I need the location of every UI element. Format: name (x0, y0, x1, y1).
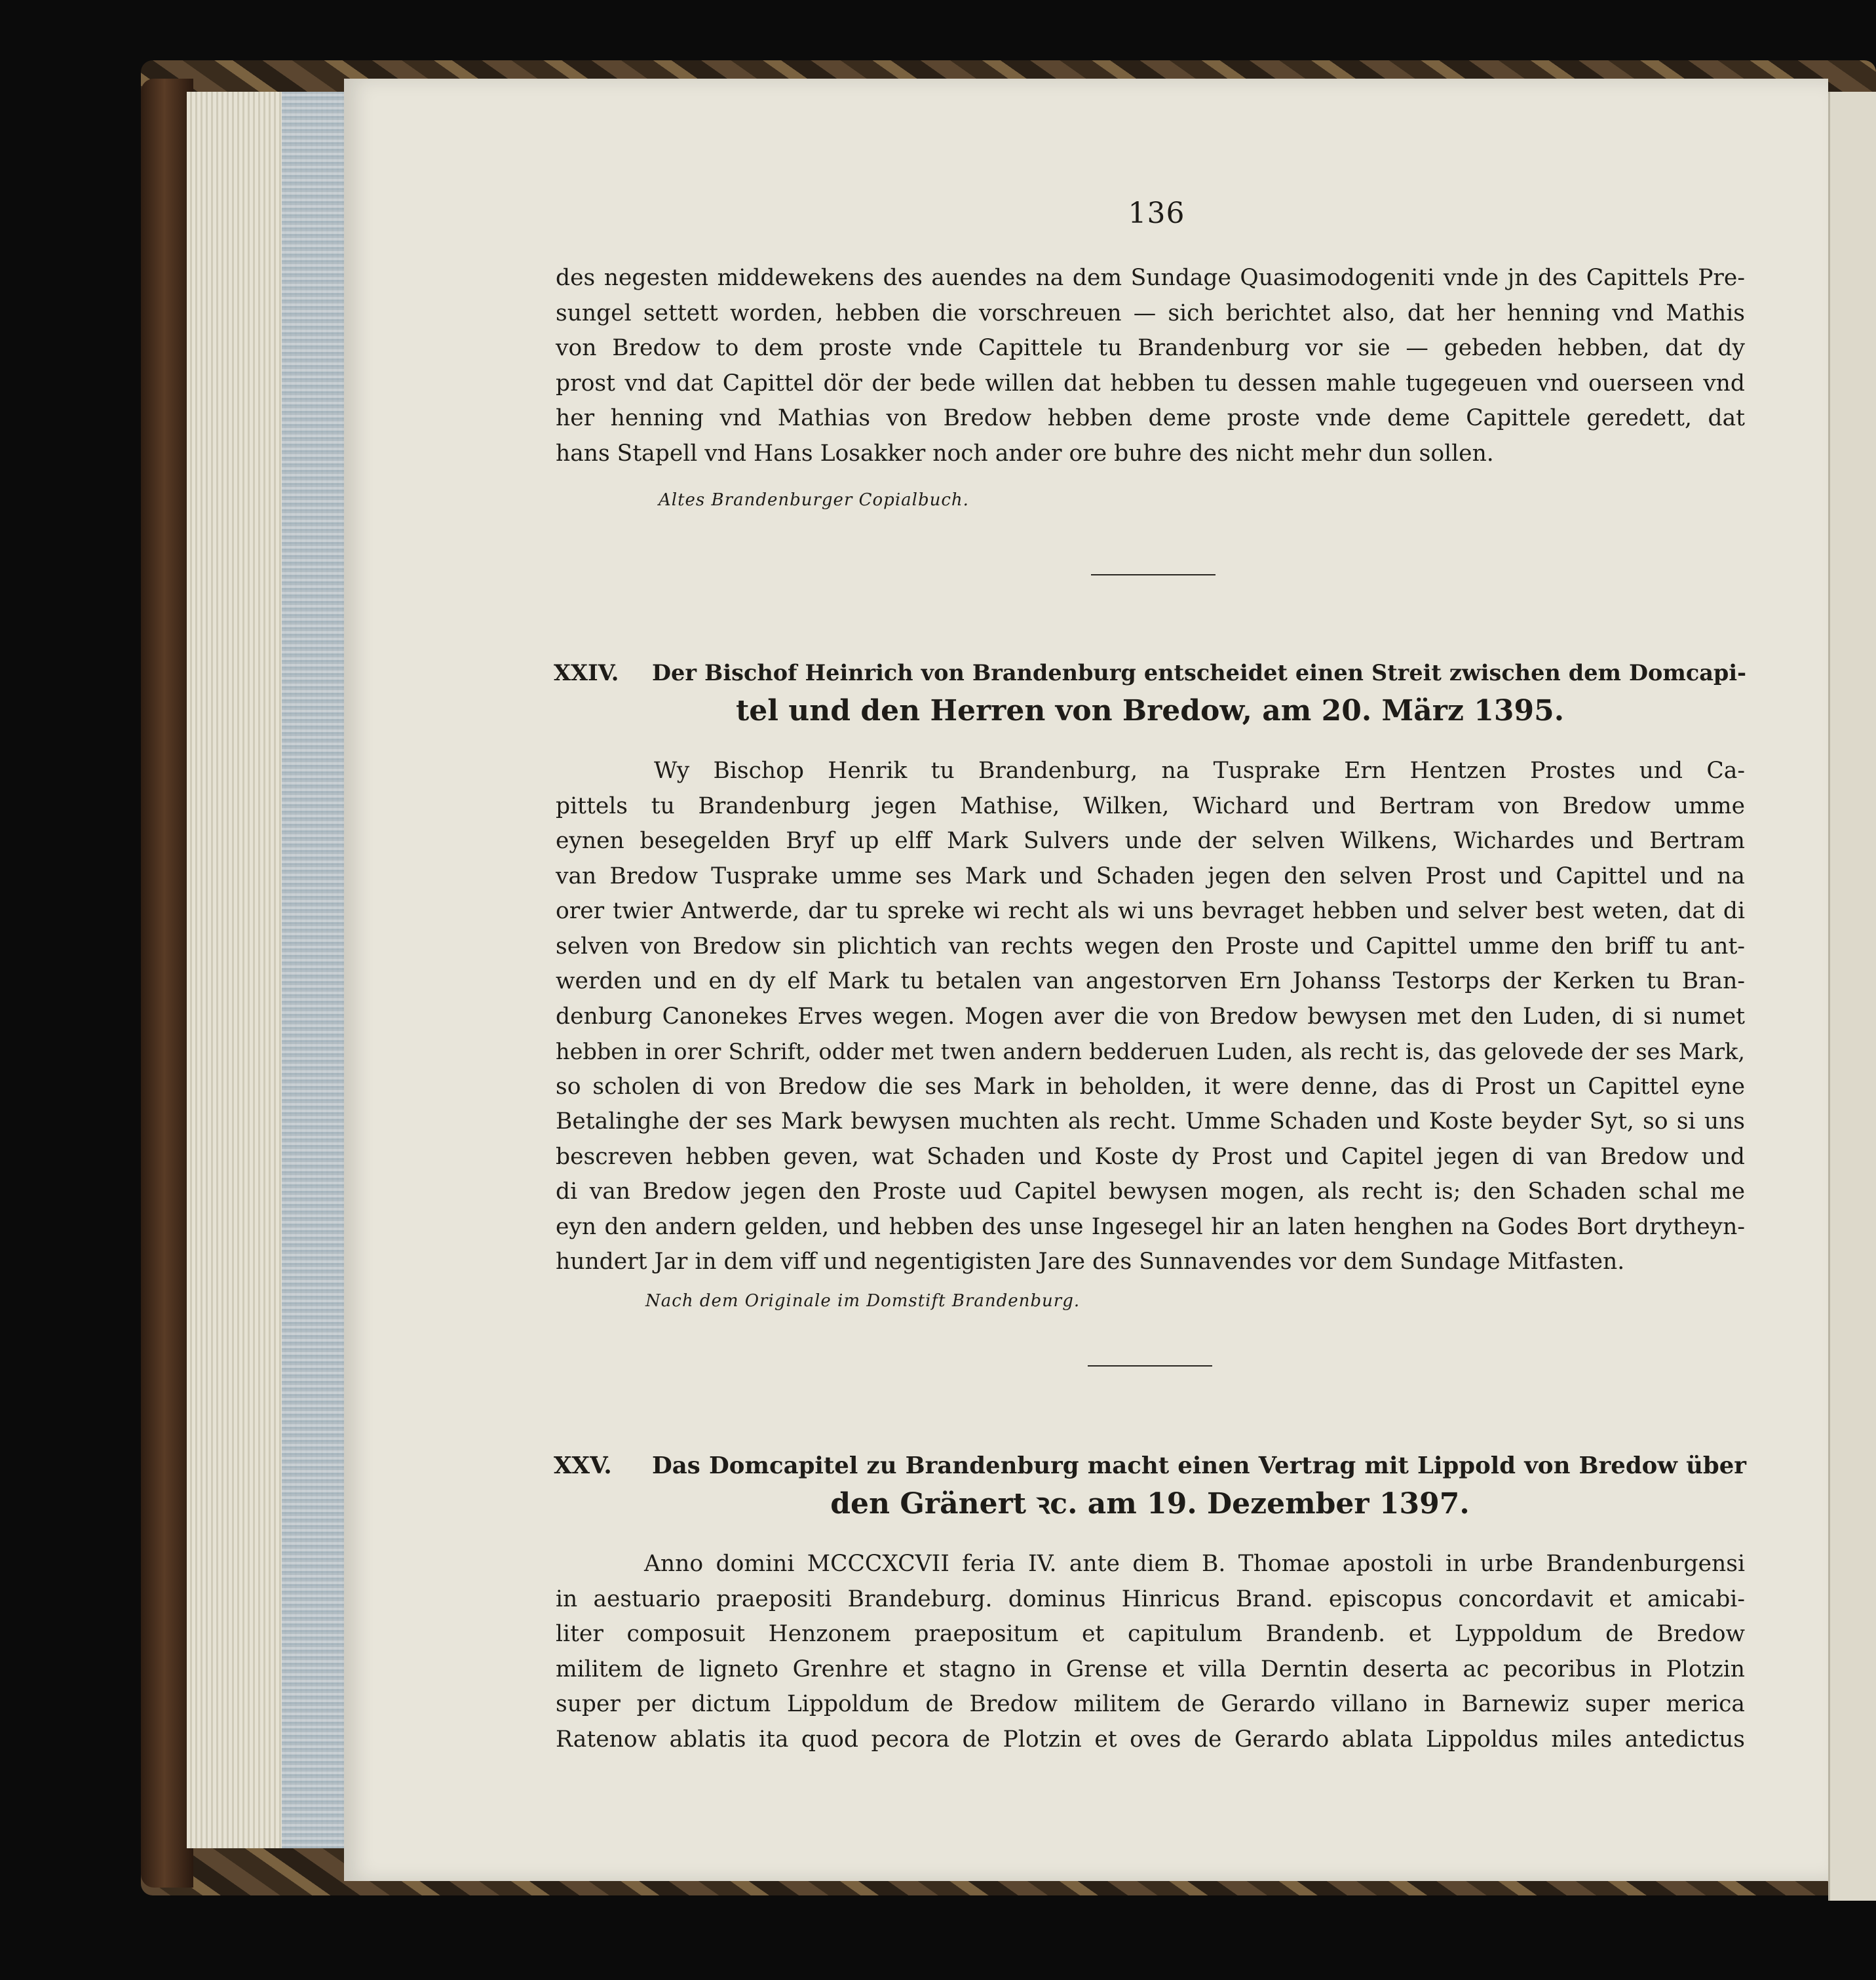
text-line: her henning vnd Mathias von Bredow hebben deme proste vnde deme Capittele geredett, dat (556, 405, 1745, 431)
text-line: pittels tu Brandenburg jegen Mathise, Wilken, Wichard und Bertram von Bredow umme (556, 792, 1745, 819)
text-line: eynen besegelden Bryf up elff Mark Sulvers unde der selven Wilkens, Wichardes und Bertram (556, 828, 1745, 854)
section-xxv-text (556, 1547, 1745, 1757)
text-line: Ratenow ablatis ita quod pecora de Plotzin et oves de Gerardo ablata Lippoldus miles antedictus (556, 1726, 1745, 1753)
text-line: super per dictum Lippoldum de Bredow militem de Gerardo villano in Barnewiz super merica (556, 1691, 1745, 1717)
text-line: eyn den andern gelden, und hebben des unse Ingesegel hir an laten henghen na Godes Bort drytheyn- (556, 1213, 1745, 1240)
text-line: prost vnd dat Capittel dör der bede willen dat hebben tu dessen mahle tugegeuen vnd ouerseen vnd (556, 370, 1745, 397)
section-divider (1091, 574, 1216, 575)
section-number: XXIV. (554, 660, 619, 686)
text-line: sungel settett worden, hebben die vorschreuen — sich berichtet also, dat her henning vnd Mathis (556, 300, 1745, 326)
section-heading-xxiv (554, 654, 1746, 730)
text-line: des negesten middewekens des auendes na dem Sundage Quasimodogeniti vnde jn des Capittels Pre- (556, 265, 1745, 291)
heading-title-cont: den Gränert ꝛc. am 19. Dezember 1397. (830, 1487, 1470, 1521)
heading-title-cont: tel und den Herren von Bredow, am 20. März 1395. (735, 694, 1565, 728)
book-spine (141, 79, 193, 1888)
text-line: hans Stapell vnd Hans Losakker noch ander ore buhre des nicht mehr dun sollen. (556, 440, 1494, 467)
text-line: liter composuit Henzonem praepositum et capitulum Brandenb. et Lyppoldum de Bredow (556, 1621, 1745, 1647)
text-line: Anno domini MCCCXCVII feria IV. ante diem B. Thomae apostoli in urbe Brandenburgensi (644, 1551, 1745, 1577)
facing-page-edge (1828, 92, 1876, 1901)
text-line: werden und en dy elf Mark tu betalen van angestorven Ern Johanss Testorps der Kerken tu Bran- (556, 968, 1745, 994)
source-note: Nach dem Originale im Domstift Brandenburg. (645, 1291, 1081, 1311)
section-divider (1088, 1365, 1212, 1367)
text-line: militem de ligneto Grenhre et stagno in Grense et villa Derntin deserta ac pecoribus in Plotzin (556, 1656, 1745, 1682)
heading-line (554, 1447, 1746, 1485)
heading-line (554, 654, 1746, 692)
text-line: van Bredow Tusprake umme ses Mark und Schaden jegen den selven Prost und Capittel und na (556, 863, 1745, 889)
text-line: Wy Bischop Henrik tu Brandenburg, na Tusprake Ern Hentzen Prostes und Ca- (654, 758, 1745, 784)
prev-section-text (556, 261, 1745, 471)
page-edges (187, 92, 344, 1848)
page-number: 136 (1128, 197, 1185, 230)
text-line: bescreven hebben geven, wat Schaden und Koste dy Prost und Capitel jegen di van Bredow und (556, 1143, 1745, 1170)
text-line: orer twier Antwerde, dar tu spreke wi recht als wi uns bevraget hebben und selver best weten, dat di (556, 898, 1745, 924)
text-line: hundert Jar in dem viff und negentigisten Jare des Sunnavendes vor dem Sundage Mitfasten. (556, 1249, 1625, 1275)
text-line: denburg Canonekes Erves wegen. Mogen aver die von Bredow bewysen met den Luden, di si numet (556, 1003, 1745, 1030)
source-note: Altes Brandenburger Copialbuch. (659, 490, 969, 510)
heading-title: Das Domcapitel zu Brandenburg macht einen Vertrag mit Lippold von Bredow über (652, 1452, 1746, 1479)
text-line: Betalinghe der ses Mark bewysen muchten als recht. Umme Schaden und Koste beyder Syt, so si uns (556, 1108, 1745, 1135)
text-line: selven von Bredow sin plichtich van rechts wegen den Proste und Capittel umme den briff tu ant- (556, 933, 1745, 960)
section-heading-xxv (554, 1447, 1746, 1523)
text-line: so scholen di von Bredow die ses Mark in beholden, it were denne, das di Prost un Capittel eyne (556, 1073, 1745, 1100)
text-line: von Bredow to dem proste vnde Capittele tu Brandenburg vor sie — gebeden hebben, dat dy (556, 335, 1745, 361)
heading-title: Der Bischof Heinrich von Brandenburg entscheidet einen Streit zwischen dem Domcapi- (652, 660, 1746, 686)
text-line: in aestuario praepositi Brandeburg. dominus Hinricus Brand. episcopus concordavit et amicabi- (556, 1585, 1745, 1612)
section-number: XXV. (554, 1452, 612, 1479)
text-line: hebben in orer Schrift, odder met twen andern bedderuen Luden, als recht is, das gelovede der ses Mark, (556, 1039, 1745, 1064)
text-line: di van Bredow jegen den Proste uud Capitel bewysen mogen, als recht is; den Schaden schal me (556, 1178, 1745, 1205)
section-xxiv-text (556, 754, 1745, 1280)
